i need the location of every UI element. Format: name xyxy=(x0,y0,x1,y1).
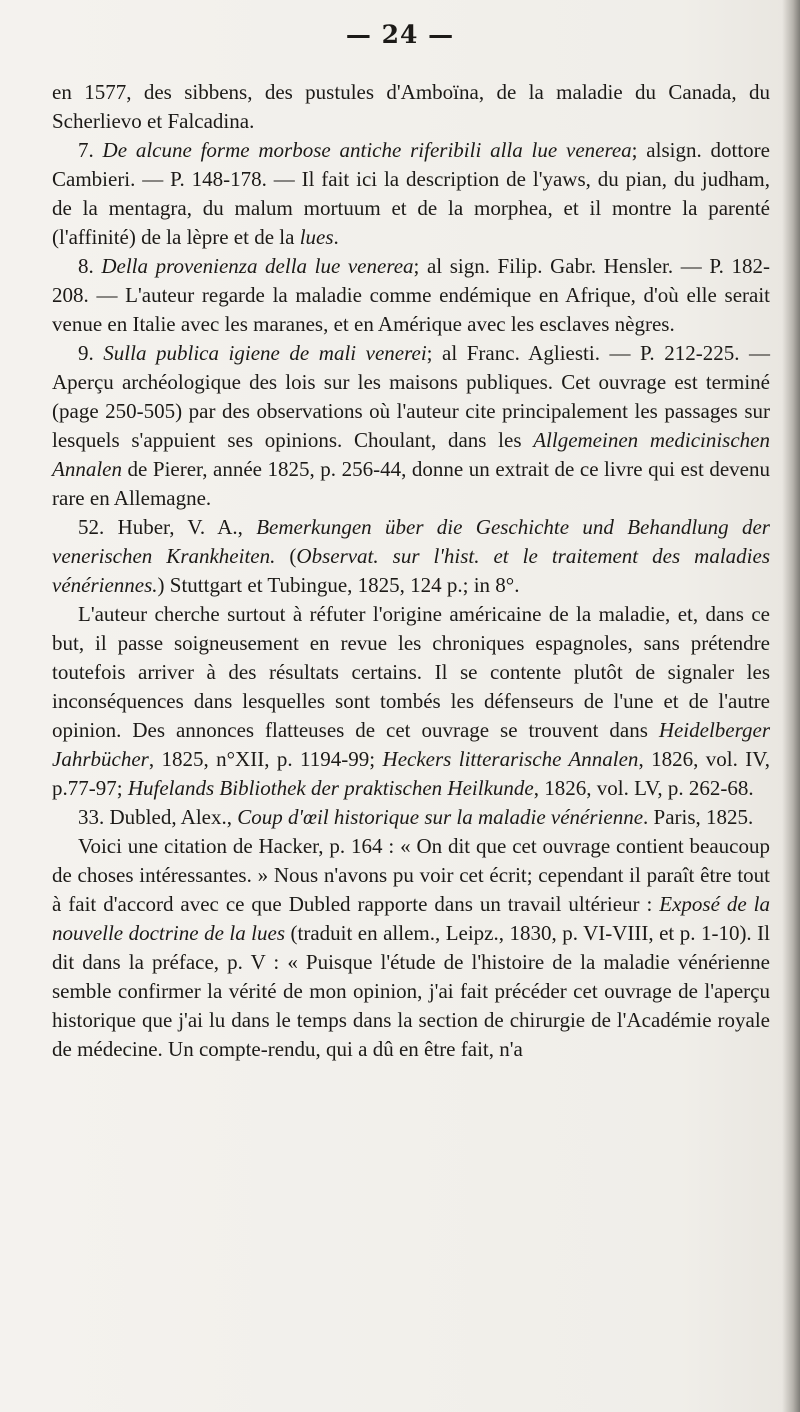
italic-run: Observat. sur l'hist. et le traitement des maladies vénériennes. xyxy=(52,544,771,597)
text-run: ) Stuttgart et Tubingue, 1825, 124 p.; in 8°. xyxy=(157,573,520,597)
text-run: L'auteur cherche surtout à réfuter l'origine américaine de la maladie, et, dans ce but, il passe soigneusement en revue les chroniques espagnoles, sans prétendre toutefois arriver à des résultats certains. Il se contente plutôt de signaler les inconséquences dans lesquelles sont tombés les défenseurs de l'une et de l'autre opinion. Des annonces flatteuses de cet ouvrage se trouvent dans xyxy=(52,602,770,742)
text-run: 9. xyxy=(78,341,104,365)
text-run: 8. xyxy=(78,254,102,278)
text-run: de Pierer, année 1825, p. 256-44, donne un extrait de ce livre qui est devenu rare en Allemagne. xyxy=(52,457,770,510)
italic-run: Coup d'œil historique sur la maladie vénérienne xyxy=(237,805,644,829)
paragraph xyxy=(52,252,770,339)
text-run: 7. xyxy=(78,138,103,162)
italic-run: Exposé de la nouvelle doctrine de la lues xyxy=(52,892,770,945)
paragraph xyxy=(52,600,770,803)
paragraph xyxy=(52,136,770,252)
text-run: ; al sign. Filip. Gabr. Hensler. — P. 182-208. — L'auteur regarde la maladie comme endémique en Afrique, d'où elle serait venue en Italie avec les maranes, et en Amérique avec les esclaves nègres. xyxy=(52,254,771,336)
italic-run: Heidelberger Jahrbücher xyxy=(52,718,770,771)
paragraph xyxy=(52,513,770,600)
italic-run: Sulla publica igiene de mali venerei xyxy=(103,341,427,365)
italic-run: Heckers litterarische Annalen xyxy=(382,747,639,771)
text-run: ; alsign. dottore Cambieri. — P. 148-178. — Il fait ici la description de l'yaws, du pian, du judham, de la mentagra, du malum mortuum et de la morphea, et il montre la parenté (l'affinité) de la lèpre et de la xyxy=(52,138,770,249)
paragraph xyxy=(52,78,770,136)
italic-run: lues xyxy=(299,225,334,249)
text-run: . xyxy=(333,225,339,249)
text-run: ; al Franc. Agliesti. — P. 212-225. — Aperçu archéologique des lois sur les maisons publiques. Cet ouvrage est terminé (page 250-505) par des observations où l'auteur cite principalement les passages sur lesquels s'appuient ses opinions. Choulant, dans les xyxy=(52,341,770,452)
italic-run: Allgemeinen medicinischen Annalen xyxy=(52,428,770,481)
text-run: Voici une citation de Hacker, p. 164 : « On dit que cet ouvrage contient beaucoup de choses intéressantes. » Nous n'avons pu voir cet écrit; cependant il paraît être tout à fait d'accord avec ce que Dubled rapporte dans un travail ultérieur : xyxy=(52,834,770,916)
text-run: 52. Huber, V. A., xyxy=(78,515,257,539)
text-run: 33. Dubled, Alex., xyxy=(78,805,238,829)
text-run: , 1825, n°XII, p. 1194-99; xyxy=(148,747,383,771)
paragraph xyxy=(52,803,770,832)
text-run: ( xyxy=(275,544,297,568)
italic-run: De alcune forme morbose antiche riferibili alla lue venerea xyxy=(102,138,632,162)
italic-run: Bemerkungen über die Geschichte und Behandlung der venerischen Krankheiten. xyxy=(52,515,770,568)
italic-run: Hufelands Bibliothek der praktischen Heilkunde xyxy=(127,776,534,800)
page-edge-shadow xyxy=(782,0,800,1412)
page-number: — 24 — xyxy=(345,20,455,49)
text-run: (traduit en allem., Leipz., 1830, p. VI-VIII, et p. 1-10). Il dit dans la préface, p. V : « Puisque l'étude de l'histoire de la maladie vénérienne semble confirmer la vérité de mon opinion, j'ai fait précéder cet ouvrage de l'aperçu historique que j'ai lu dans le temps dans la section de chirurgie de l'Académie royale de médecine. Un compte-rendu, qui a dû en être fait, n'a xyxy=(52,921,770,1061)
text-run: , 1826, vol. IV, p.77-97; xyxy=(52,747,770,800)
text-run: . Paris, 1825. xyxy=(643,805,754,829)
paragraph xyxy=(52,832,770,1064)
text-run: en 1577, des sibbens, des pustules d'Amboïna, de la maladie du Canada, du Scherlievo et Falcadina. xyxy=(52,80,770,133)
italic-run: Della provenienza della lue venerea xyxy=(101,254,414,278)
paragraph xyxy=(52,339,770,513)
text-run: , 1826, vol. LV, p. 262-68. xyxy=(533,776,754,800)
body-text xyxy=(52,78,770,1064)
